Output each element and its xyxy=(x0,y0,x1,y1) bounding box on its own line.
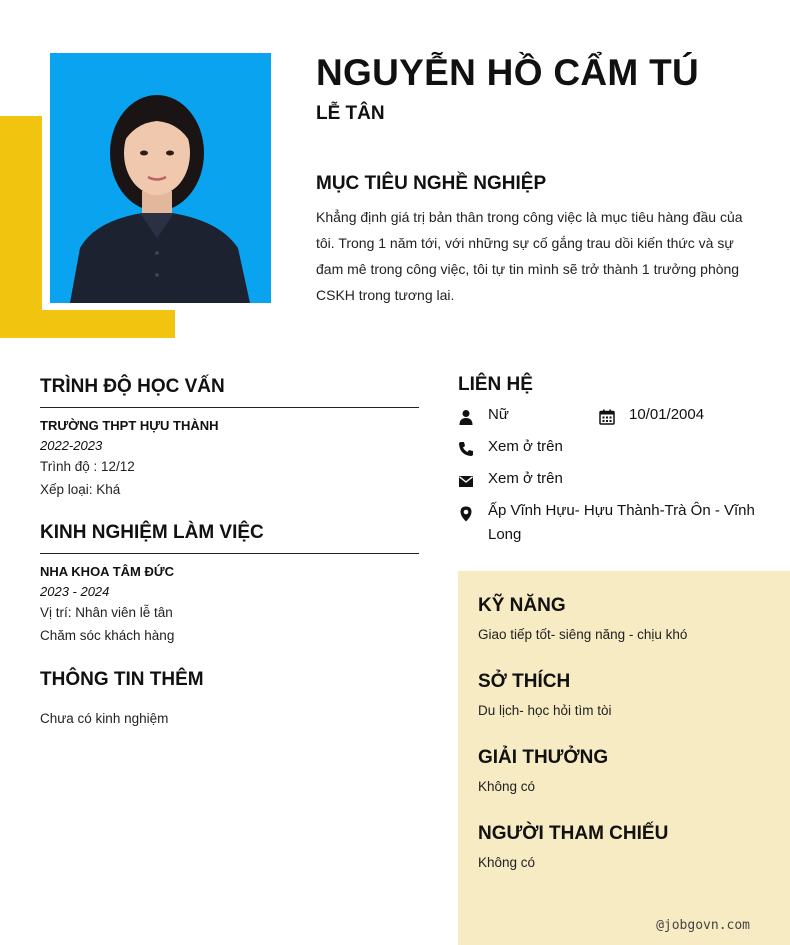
contact-section xyxy=(458,374,778,543)
extra-info-text: Chưa có kinh nghiệm xyxy=(40,711,169,726)
skills-title: KỸ NĂNG xyxy=(478,595,566,616)
divider xyxy=(40,553,419,554)
references-text: Không có xyxy=(478,855,536,870)
contact-title: LIÊN HỆ xyxy=(458,374,533,395)
contact-gender xyxy=(458,406,509,425)
contact-address xyxy=(458,502,758,547)
education-level: Trình độ : 12/12 xyxy=(40,459,135,474)
extra-info-title: THÔNG TIN THÊM xyxy=(40,669,204,690)
hobbies-title: SỞ THÍCH xyxy=(478,671,571,692)
experience-title: KINH NGHIỆM LÀM VIỆC xyxy=(40,522,264,543)
person-icon xyxy=(458,409,474,425)
gender-value: Nữ xyxy=(488,406,509,423)
experience-duty: Chăm sóc khách hàng xyxy=(40,628,175,643)
divider xyxy=(40,407,419,408)
accent-bar-horizontal xyxy=(0,310,175,338)
contact-phone xyxy=(458,438,563,457)
email-icon xyxy=(458,473,474,489)
dob-value: 10/01/2004 xyxy=(629,406,705,423)
location-pin-icon xyxy=(458,506,474,522)
skills-text: Giao tiếp tốt- siêng năng - chịu khó xyxy=(478,627,688,642)
awards-section xyxy=(478,747,778,794)
experience-section xyxy=(40,522,419,643)
hobbies-section xyxy=(478,671,778,718)
extra-info-section xyxy=(40,669,419,726)
company-name: NHA KHOA TÂM ĐỨC xyxy=(40,564,175,579)
contact-email xyxy=(458,470,563,489)
watermark: @jobgovn.com xyxy=(656,918,750,933)
references-section xyxy=(478,823,778,870)
education-title: TRÌNH ĐỘ HỌC VẤN xyxy=(40,376,225,397)
school-name: TRƯỜNG THPT HỰU THÀNH xyxy=(40,418,219,433)
education-section xyxy=(40,376,419,497)
email-value: Xem ở trên xyxy=(488,470,563,487)
accent-bar-vertical xyxy=(0,116,42,338)
contact-dob xyxy=(599,406,704,425)
education-period: 2022-2023 xyxy=(40,438,103,453)
profile-photo xyxy=(50,53,271,303)
left-column xyxy=(40,376,419,734)
candidate-role: LỄ TÂN xyxy=(316,103,385,124)
calendar-icon xyxy=(599,409,615,425)
candidate-name: NGUYỄN HỒ CẨM TÚ xyxy=(316,52,700,93)
awards-title: GIẢI THƯỞNG xyxy=(478,747,609,768)
phone-icon xyxy=(458,441,474,457)
skills-section xyxy=(478,595,778,642)
career-objective-section xyxy=(316,173,748,308)
experience-period: 2023 - 2024 xyxy=(40,584,110,599)
objective-title: MỤC TIÊU NGHỀ NGHIỆP xyxy=(316,173,547,194)
address-value: Ấp Vĩnh Hựu- Hựu Thành-Trà Ôn - Vĩnh Long xyxy=(488,502,755,543)
side-panel xyxy=(458,571,790,945)
references-title: NGƯỜI THAM CHIẾU xyxy=(478,823,669,844)
portrait-illustration xyxy=(50,53,271,303)
experience-position: Vị trí: Nhân viên lễ tân xyxy=(40,605,173,620)
awards-text: Không có xyxy=(478,779,536,794)
education-grade: Xếp loại: Khá xyxy=(40,482,121,497)
objective-text: Khẳng định giá trị bản thân trong công việc là mục tiêu hàng đầu của tôi. Trong 1 năm tới, với những sự cố gắng trau dồi kiến thức và sự đam mê trong công việc, tôi tự tin mình sẽ trở thành 1 trưởng phòng CSKH trong tương lai. xyxy=(316,209,743,303)
hobbies-text: Du lịch- học hỏi tìm tòi xyxy=(478,703,612,718)
phone-value: Xem ở trên xyxy=(488,438,563,455)
